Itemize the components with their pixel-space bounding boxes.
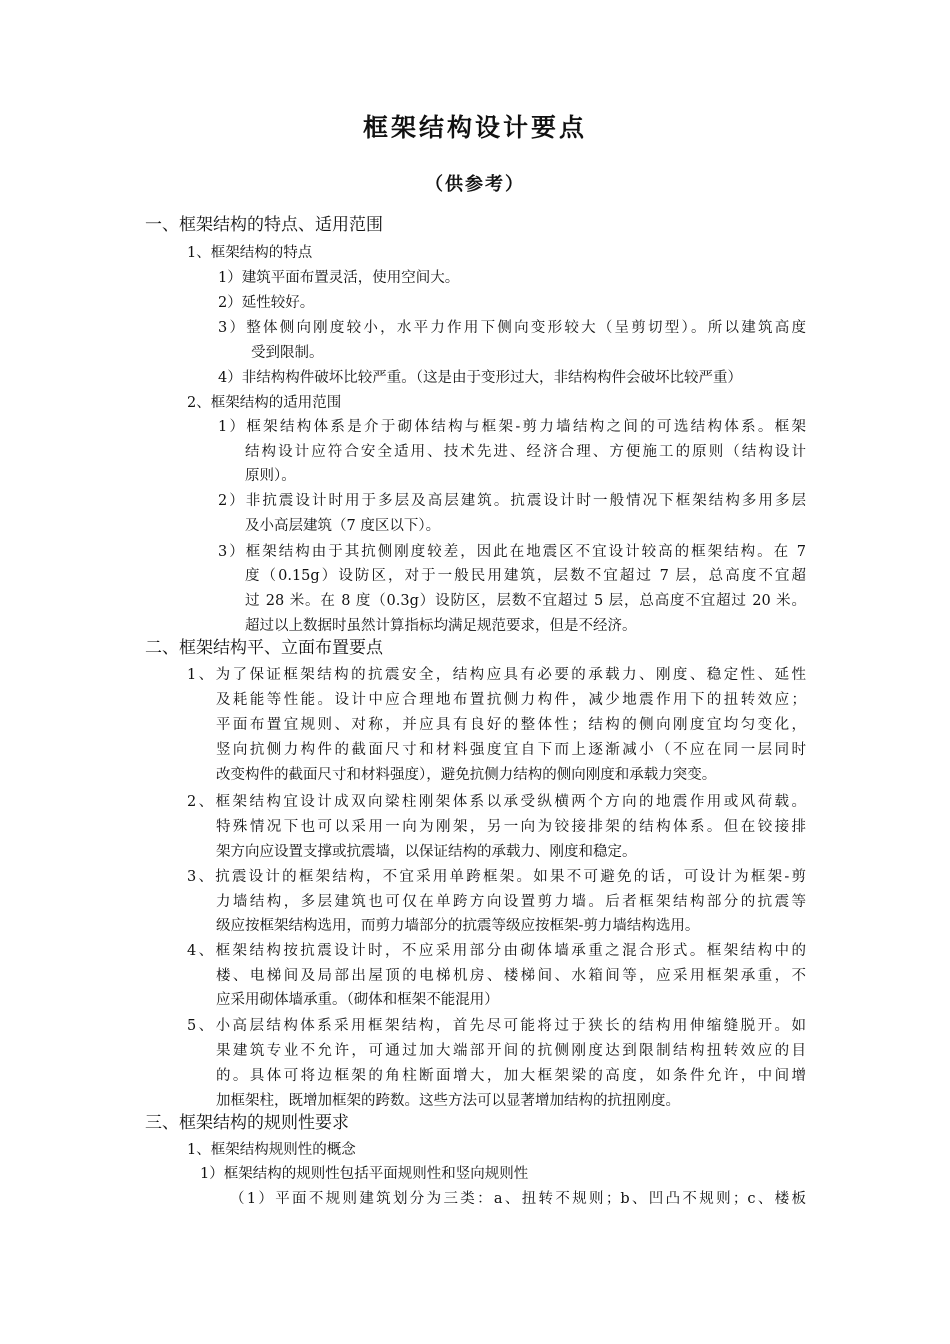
list-item-continuation: 超过以上数据时虽然计算指标均满足规范要求，但是不经济。 (245, 618, 637, 634)
section-heading-1: 一、框架结构的特点、适用范围 (145, 215, 383, 235)
numbered-item: 1、为了保证框架结构的抗震安全，结构应具有必要的承载力、刚度、稳定性、延性 (187, 667, 806, 683)
numbered-item-continuation: 楼、电梯间及局部出屋顶的电梯机房、楼梯间、水箱间等，应采用框架承重，不 (216, 968, 806, 984)
list-item-continuation: 结构设计应符合安全适用、技术先进、经济合理、方便施工的原则（结构设计 (245, 444, 806, 460)
numbered-item-continuation: 竖向抗侧力构件的截面尺寸和材料强度宜自下而上逐渐减小（不应在同一层同时 (216, 742, 806, 758)
numbered-item-continuation: 平面布置宜规则、对称，并应具有良好的整体性；结构的侧向刚度宜均匀变化， (216, 717, 806, 733)
numbered-item: 3、抗震设计的框架结构，不宜采用单跨框架。如果不可避免的话，可设计为框架-剪 (187, 869, 806, 885)
numbered-item: 5、小高层结构体系采用框架结构，首先尽可能将过于狭长的结构用伸缩缝脱开。如 (187, 1018, 806, 1034)
list-item: 2）非抗震设计时用于多层及高层建筑。抗震设计时一般情况下框架结构多用多层 (218, 493, 806, 509)
sub-list-item: （1）平面不规则建筑划分为三类：a、扭转不规则；b、凹凸不规则；c、楼板 (230, 1191, 806, 1207)
list-item: 1）建筑平面布置灵活，使用空间大。 (218, 270, 460, 286)
numbered-item-continuation: 级应按框架结构选用，而剪力墙部分的抗震等级应按框架-剪力墙结构选用。 (216, 918, 700, 934)
numbered-item-continuation: 加框架柱，既增加框架的跨数。这些方法可以显著增加结构的抗扭刚度。 (216, 1093, 680, 1109)
list-item: 4）非结构构件破坏比较严重。（这是由于变形过大，非结构构件会破坏比较严重） (218, 370, 742, 386)
list-item: 1）框架结构的规则性包括平面规则性和竖向规则性 (200, 1166, 529, 1182)
list-item: 3）整体侧向刚度较小，水平力作用下侧向变形较大（呈剪切型）。所以建筑高度 (218, 320, 806, 336)
numbered-item-continuation: 特殊情况下也可以采用一向为刚架，另一向为铰接排架的结构体系。但在铰接排 (216, 819, 806, 835)
numbered-item-continuation: 及耗能等性能。设计中应合理地布置抗侧力构件，减少地震作用下的扭转效应； (216, 692, 806, 708)
document-title: 框架结构设计要点 (362, 113, 587, 142)
list-item-continuation: 受到限制。 (251, 345, 324, 361)
numbered-item: 4、框架结构按抗震设计时，不应采用部分由砌体墙承重之混合形式。框架结构中的 (187, 943, 806, 959)
numbered-item-continuation: 架方向应设置支撑或抗震墙，以保证结构的承载力、刚度和稳定。 (216, 844, 637, 860)
numbered-item-continuation: 改变构件的截面尺寸和材料强度），避免抗侧力结构的侧向刚度和承载力突变。 (216, 767, 717, 783)
section-heading-3: 三、框架结构的规则性要求 (145, 1113, 349, 1133)
subsection-heading: 1、框架结构规则性的概念 (187, 1142, 356, 1158)
list-item-continuation: 及小高层建筑（7 度区以下）。 (245, 518, 441, 534)
document-subtitle: （供参考） (425, 174, 525, 195)
numbered-item: 2、框架结构宜设计成双向梁柱刚架体系以承受纵横两个方向的地震作用或风荷载。 (187, 794, 806, 810)
numbered-item-continuation: 应采用砌体墙承重。（砌体和框架不能混用） (216, 992, 499, 1008)
subsection-heading: 1、框架结构的特点 (187, 245, 313, 261)
list-item-continuation: 原则）。 (245, 468, 296, 484)
list-item: 3）框架结构由于其抗侧刚度较差，因此在地震区不宜设计较高的框架结构。在 7 (218, 544, 806, 560)
section-heading-2: 二、框架结构平、立面布置要点 (145, 638, 383, 658)
list-item-continuation: 度（0.15g）设防区，对于一般民用建筑，层数不宜超过 7 层，总高度不宜超 (245, 568, 806, 584)
list-item: 2）延性较好。 (218, 295, 315, 311)
numbered-item-continuation: 果建筑专业不允许，可通过加大端部开间的抗侧刚度达到限制结构扭转效应的目 (216, 1043, 806, 1059)
numbered-item-continuation: 的。具体可将边框架的角柱断面增大，加大框架梁的高度，如条件允许，中间增 (216, 1068, 806, 1084)
numbered-item-continuation: 力墙结构，多层建筑也可仅在单跨方向设置剪力墙。后者框架结构部分的抗震等 (216, 894, 806, 910)
list-item-continuation: 过 28 米。在 8 度（0.3g）设防区，层数不宜超过 5 层，总高度不宜超过 20 米。 (245, 593, 806, 609)
subsection-heading: 2、框架结构的适用范围 (187, 395, 342, 411)
list-item: 1）框架结构体系是介于砌体结构与框架-剪力墙结构之间的可选结构体系。框架 (218, 419, 806, 435)
